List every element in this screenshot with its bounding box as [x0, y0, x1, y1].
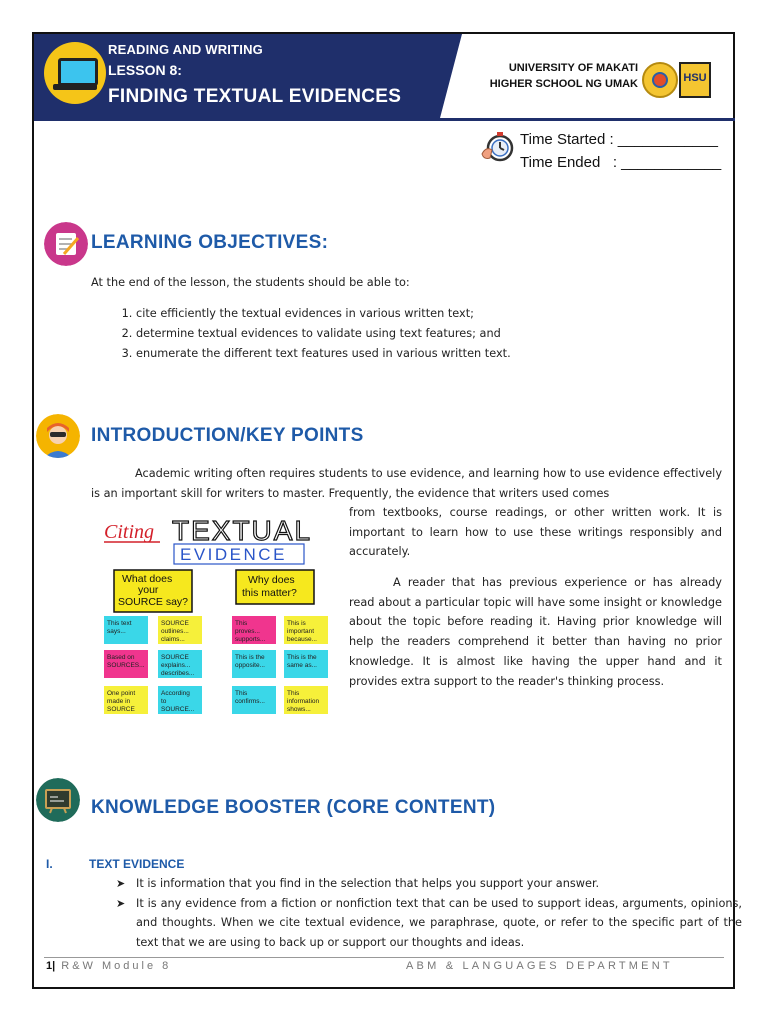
school-seal-icon: HSU	[679, 62, 711, 98]
sticky-note-text: proves...	[235, 628, 260, 635]
sticky-note-text: This is the	[235, 654, 265, 661]
sticky-note-text: SOURCE...	[161, 706, 195, 713]
sticky-note-text: According	[161, 690, 190, 697]
student-icon	[36, 414, 80, 458]
list-item: ➤ It is any evidence from a fiction or nonfiction text that can be used to support ideas, arguments, opinions, and thoughts. When we cite textual evidence, we paraphrase, quote, or refer to the specific part of the text that we are using to back up or support our thoughts and ideas.	[136, 894, 742, 953]
footer-department: ABM & LANGUAGES DEPARTMENT	[406, 960, 673, 972]
poster-evidence: EVIDENCE	[180, 545, 287, 564]
list-item: ➤ It is information that you find in the selection that helps you support your answer.	[136, 874, 742, 894]
poster-q1-line2: your	[138, 584, 159, 596]
module-name: R&W Module 8	[61, 960, 172, 972]
sticky-note-text: same as...	[287, 662, 317, 669]
poster-q2-line2: this matter?	[242, 587, 297, 599]
sticky-note-text: SOURCE	[161, 620, 189, 627]
sticky-note-text: explains...	[161, 662, 191, 669]
objectives-list	[96, 304, 511, 364]
sticky-note-text: important	[287, 628, 315, 635]
objectives-intro: At the end of the lesson, the students should be able to:	[91, 276, 410, 289]
footer-divider	[44, 957, 724, 958]
poster-q1-line3: SOURCE say?	[118, 596, 189, 608]
intro-paragraph-2: A reader that has previous experience or has already read about a particular topic will have some insight or knowledge about the topic before reading it. Having prior knowledge will help the readers comprehend it better than having no prior knowledge. It is almost like having the upper hand and it provides extra support to the reader's thinking process.	[349, 576, 722, 688]
sticky-note-text: shows...	[287, 706, 311, 713]
poster-textual: TEXTUAL	[172, 515, 313, 546]
sticky-note-text: outlines...	[161, 628, 189, 635]
section-title: TEXT EVIDENCE	[89, 857, 185, 871]
intro-paragraph-1: Academic writing often requires students to use evidence, and learning how to use evidence effectively is an important skill for writers to master. Frequently, the evidence that writers used comes	[91, 467, 722, 500]
sticky-note-text: to	[161, 698, 167, 705]
school-name	[490, 60, 638, 92]
sticky-note-text: SOURCE	[161, 654, 189, 661]
header-rule	[34, 118, 735, 121]
sticky-note-text: confirms...	[235, 698, 265, 705]
sticky-note-text: SOURCE	[107, 706, 135, 713]
sticky-note-text: This text	[107, 620, 132, 627]
sticky-note-text: supports...	[235, 636, 266, 643]
sticky-note-text: claims...	[161, 636, 185, 643]
school-line-1: UNIVERSITY OF MAKATI	[508, 62, 638, 74]
sticky-note-text: This is	[287, 620, 306, 627]
sticky-note-text: This	[287, 690, 300, 697]
introduction-heading: INTRODUCTION/KEY POINTS	[91, 425, 364, 446]
section-number: I.	[46, 857, 53, 871]
stopwatch-icon	[478, 128, 518, 168]
school-line-2: HIGHER SCHOOL NG UMAK	[489, 78, 638, 90]
objective-item: 2. determine textual evidences to validate using text features; and	[136, 324, 511, 344]
sticky-note-text: This	[235, 620, 248, 627]
footer-module	[46, 960, 171, 972]
sticky-note-text: opposite...	[235, 662, 265, 669]
intro-paragraph-1-continued: from textbooks, course readings, or other written work. It is important to learn how to use these writings responsibly and accurately.	[349, 506, 722, 559]
citing-evidence-poster	[94, 512, 344, 722]
evidence-bullets	[116, 874, 742, 953]
sticky-notes	[104, 616, 328, 714]
objective-item: 3. enumerate the different text features used in various written text.	[136, 344, 511, 364]
poster-citing: Citing	[104, 521, 155, 543]
time-ended-field: Time Ended : ____________	[520, 154, 722, 171]
objective-item: 1. cite efficiently the textual evidences in various written text;	[136, 304, 511, 324]
sticky-note-text: Based on	[107, 654, 135, 661]
chalkboard-icon	[36, 778, 80, 822]
sticky-note-text: because...	[287, 636, 317, 643]
university-seal-icon	[642, 62, 678, 98]
sticky-note-text: describes...	[161, 670, 195, 677]
sticky-note-text: says...	[107, 628, 126, 635]
poster-q2-line1: Why does	[248, 574, 295, 586]
booster-heading: KNOWLEDGE BOOSTER (CORE CONTENT)	[91, 797, 496, 818]
sticky-note-text: made in	[107, 698, 131, 705]
subject-label: READING AND WRITING	[108, 42, 263, 57]
laptop-icon	[44, 42, 106, 104]
page-number: 1	[46, 960, 53, 972]
sticky-note-text: This is the	[287, 654, 317, 661]
sticky-note-text: One point	[107, 690, 136, 697]
lesson-number: LESSON 8:	[108, 62, 182, 78]
lesson-title: FINDING TEXTUAL EVIDENCES	[108, 86, 402, 107]
poster-q1-line1: What does	[122, 573, 173, 585]
sticky-note-text: This	[235, 690, 248, 697]
footer-separator: |	[52, 960, 56, 972]
sticky-note-text: information	[287, 698, 320, 705]
sticky-note-text: SOURCES...	[107, 662, 145, 669]
objectives-heading: LEARNING OBJECTIVES:	[91, 232, 329, 253]
notepad-icon	[44, 222, 88, 266]
time-started-field: Time Started : ____________	[520, 131, 718, 148]
